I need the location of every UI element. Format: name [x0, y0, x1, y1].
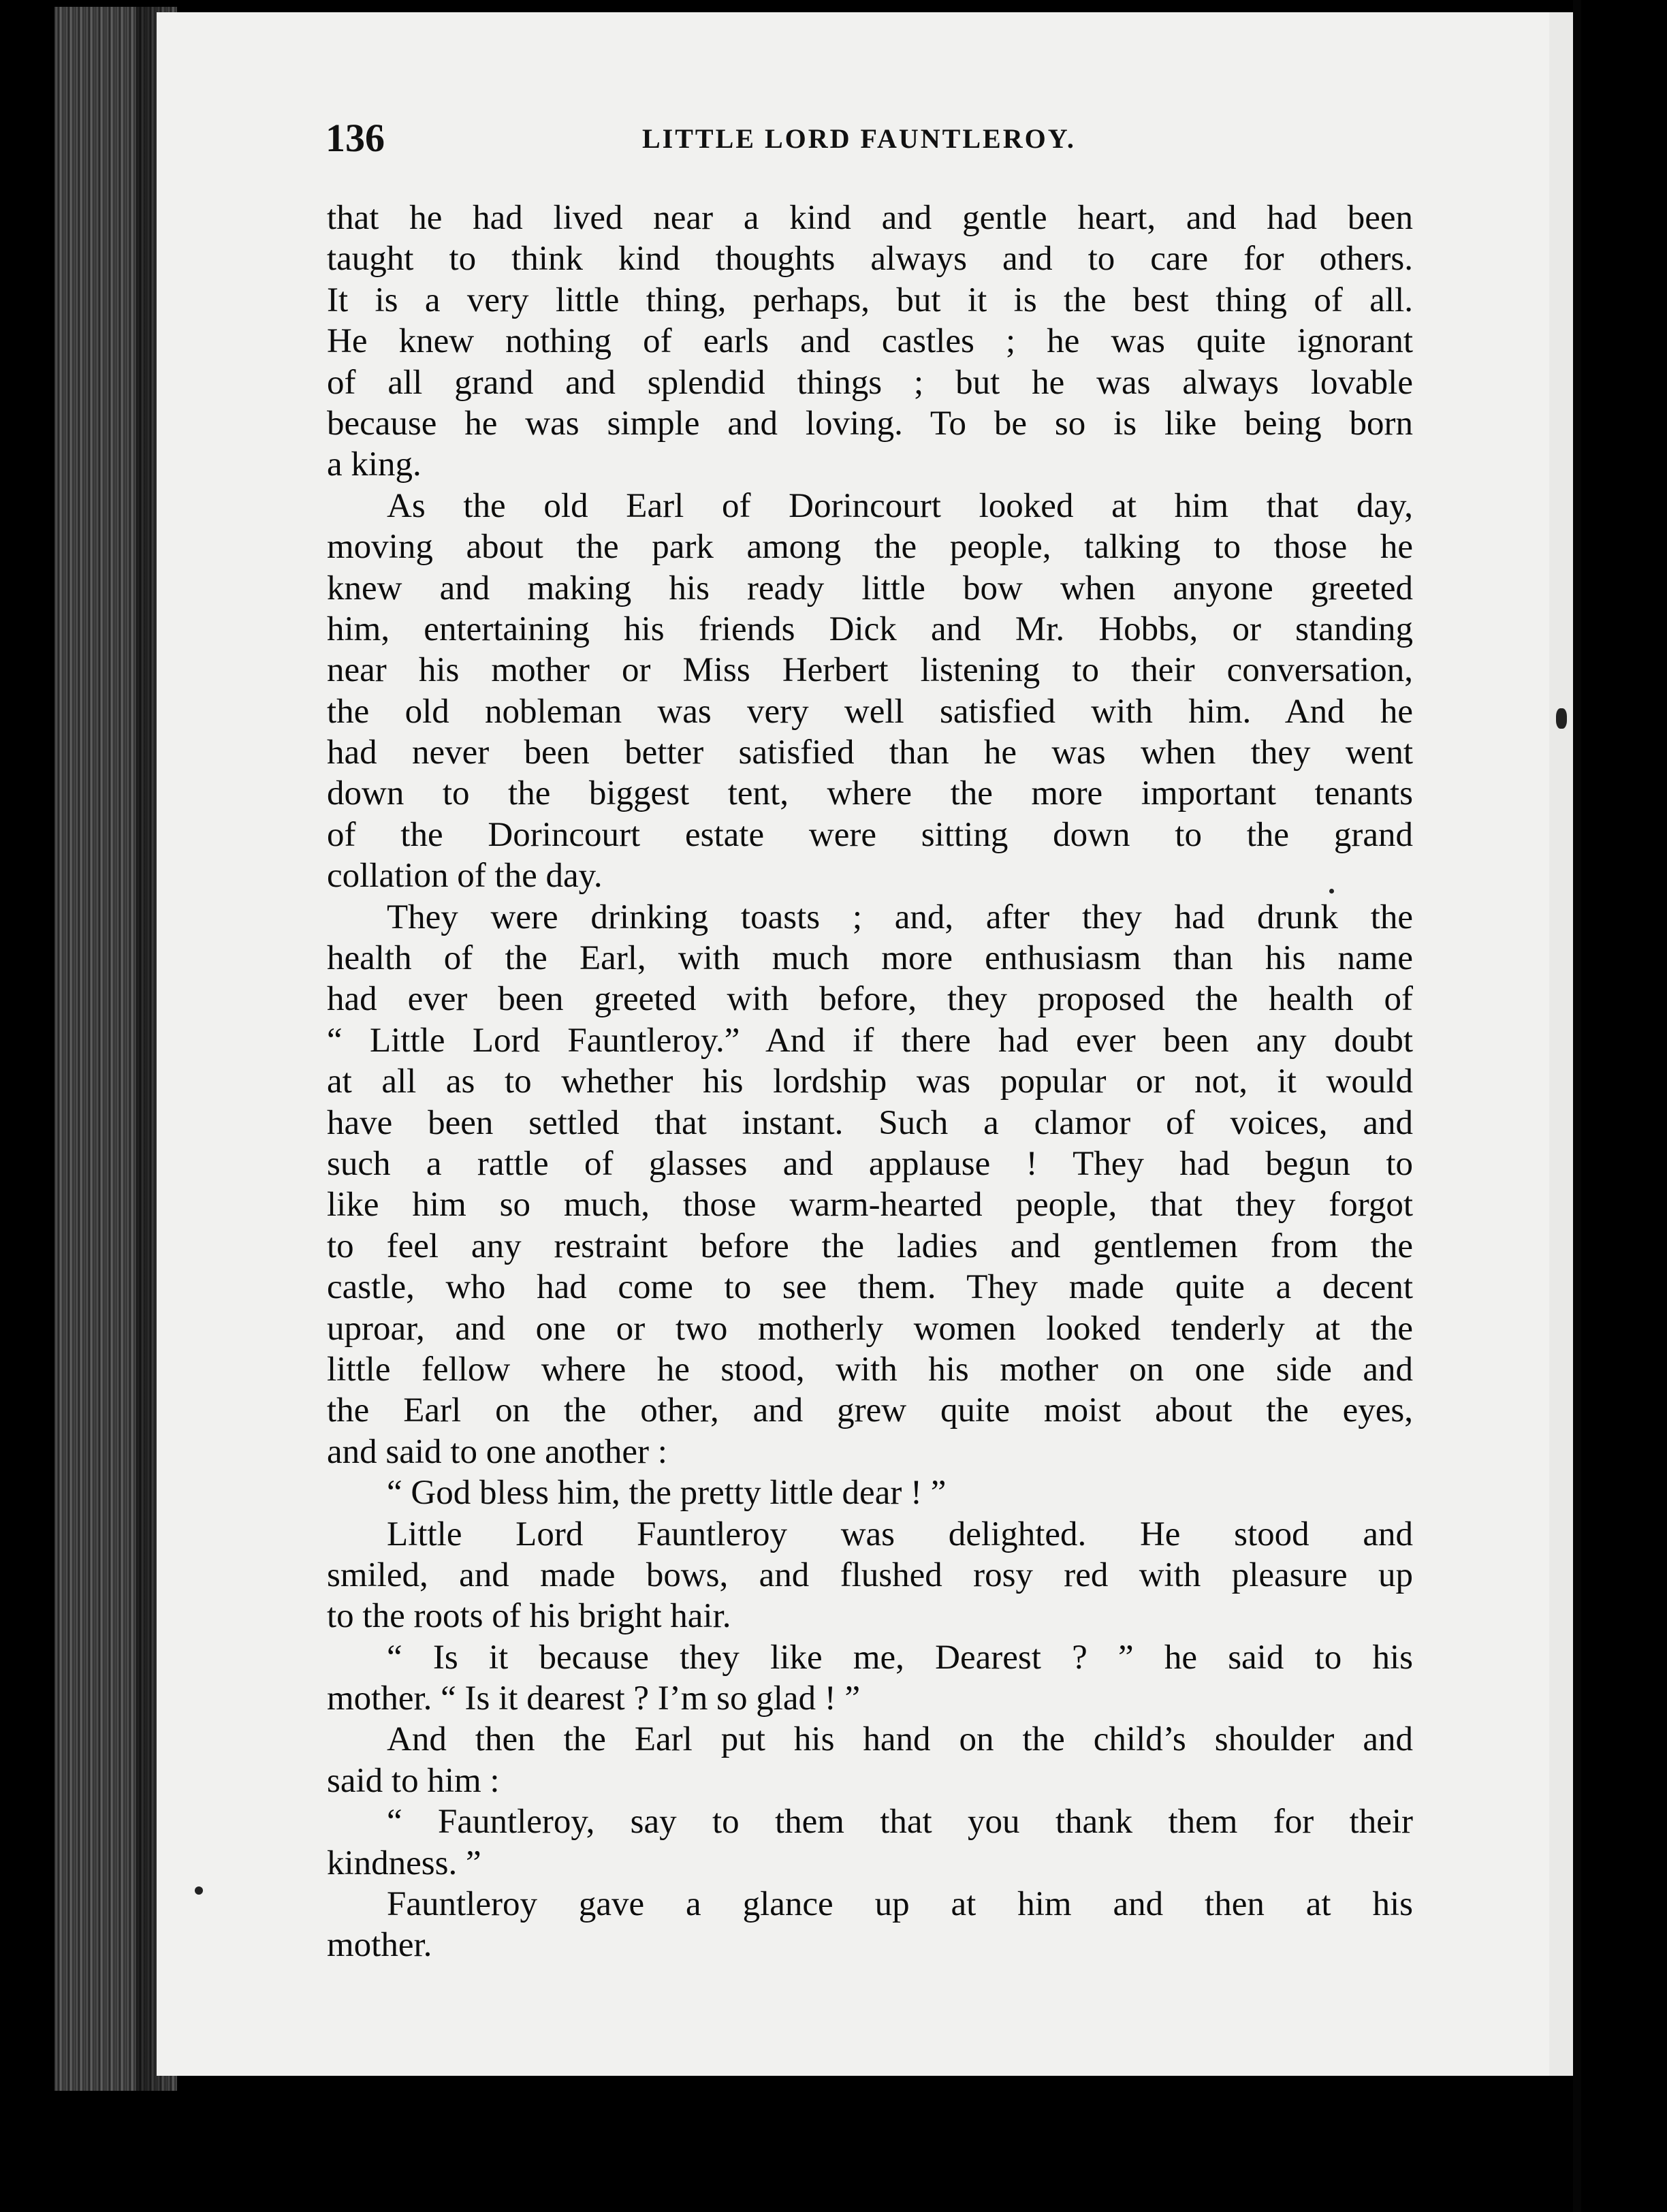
text-line: like him so much, those warm-hearted people, that they forgot — [327, 1186, 1413, 1224]
text-line: castle, who had come to see them. They made quite a decent — [327, 1268, 1413, 1307]
text-line: “ Is it because they like me, Dearest ? ” he said to his — [387, 1638, 1413, 1677]
text-line: moving about the park among the people, talking to those he — [327, 528, 1413, 567]
text-line: He knew nothing of earls and castles ; he was quite ignorant — [327, 322, 1413, 361]
text-line: had never been better satisfied than he was when they went — [327, 733, 1413, 772]
text-line: “ Little Lord Fauntleroy.” And if there had ever been any doubt — [327, 1021, 1413, 1060]
text-line: “ God bless him, the pretty little dear ! ” — [387, 1474, 947, 1513]
text-line: of the Dorincourt estate were sitting down to the grand — [327, 815, 1413, 854]
text-line: at all as to whether his lordship was popular or not, it would — [327, 1062, 1413, 1101]
text-line: kindness. ” — [327, 1844, 481, 1882]
text-line: health of the Earl, with much more enthusiasm than his name — [327, 939, 1413, 978]
text-line: to the roots of his bright hair. — [327, 1597, 731, 1636]
text-line: him, entertaining his friends Dick and Mr. Hobbs, or standing — [327, 610, 1413, 648]
text-line: smiled, and made bows, and flushed rosy red with pleasure up — [327, 1555, 1413, 1594]
text-line: knew and making his ready little bow when anyone greeted — [327, 569, 1413, 607]
scan-right-edge — [1573, 0, 1581, 2212]
text-line: Fauntleroy gave a glance up at him and then at his — [387, 1885, 1413, 1924]
text-line: They were drinking toasts ; and, after they had drunk the — [387, 898, 1413, 936]
page-number: 136 — [326, 116, 385, 160]
running-title: LITTLE LORD FAUNTLEROY. — [642, 123, 1076, 154]
text-line: have been settled that instant. Such a clamor of voices, and — [327, 1103, 1413, 1142]
text-line: the Earl on the other, and grew quite moist about the eyes, — [327, 1391, 1413, 1430]
text-line: to feel any restraint before the ladies and gentlemen from the — [327, 1227, 1413, 1265]
scan-speck — [1556, 708, 1567, 729]
text-line: such a rattle of glasses and applause ! They had begun to — [327, 1144, 1413, 1183]
text-line: had ever been greeted with before, they proposed the health of — [327, 980, 1413, 1019]
text-line: mother. “ Is it dearest ? I’m so glad ! ” — [327, 1679, 861, 1718]
text-line: And then the Earl put his hand on the child’s shoulder and — [387, 1720, 1413, 1759]
text-line: “ Fauntleroy, say to them that you thank them for their — [387, 1803, 1413, 1842]
text-line: down to the biggest tent, where the more important tenants — [327, 774, 1413, 813]
text-line: taught to think kind thoughts always and to care for others. — [327, 240, 1413, 279]
text-line: because he was simple and loving. To be so is like being born — [327, 404, 1413, 443]
text-line: collation of the day. — [327, 857, 603, 896]
text-line: uproar, and one or two motherly women looked tenderly at the — [327, 1309, 1413, 1348]
scan-speck — [195, 1886, 203, 1895]
text-line: that he had lived near a kind and gentle heart, and had been — [327, 199, 1413, 237]
text-line: It is a very little thing, perhaps, but it is the best thing of all. — [327, 281, 1413, 319]
text-line: near his mother or Miss Herbert listening to their conversation, — [327, 651, 1413, 690]
text-line: As the old Earl of Dorincourt looked at him that day, — [387, 486, 1413, 525]
text-line: of all grand and splendid things ; but he was always lovable — [327, 363, 1413, 402]
text-line: the old nobleman was very well satisfied with him. And he — [327, 692, 1413, 731]
body-text — [327, 198, 1413, 1966]
page-right-margin — [1549, 12, 1573, 2076]
text-line: Little Lord Fauntleroy was delighted. He stood and — [387, 1515, 1413, 1553]
text-line: mother. — [327, 1926, 432, 1965]
text-line: a king. — [327, 445, 422, 484]
page-header — [326, 114, 1412, 162]
text-line: little fellow where he stood, with his mother on one side and — [327, 1350, 1413, 1389]
scan-speck — [1329, 889, 1334, 894]
text-line: said to him : — [327, 1761, 500, 1800]
text-line: and said to one another : — [327, 1432, 667, 1471]
